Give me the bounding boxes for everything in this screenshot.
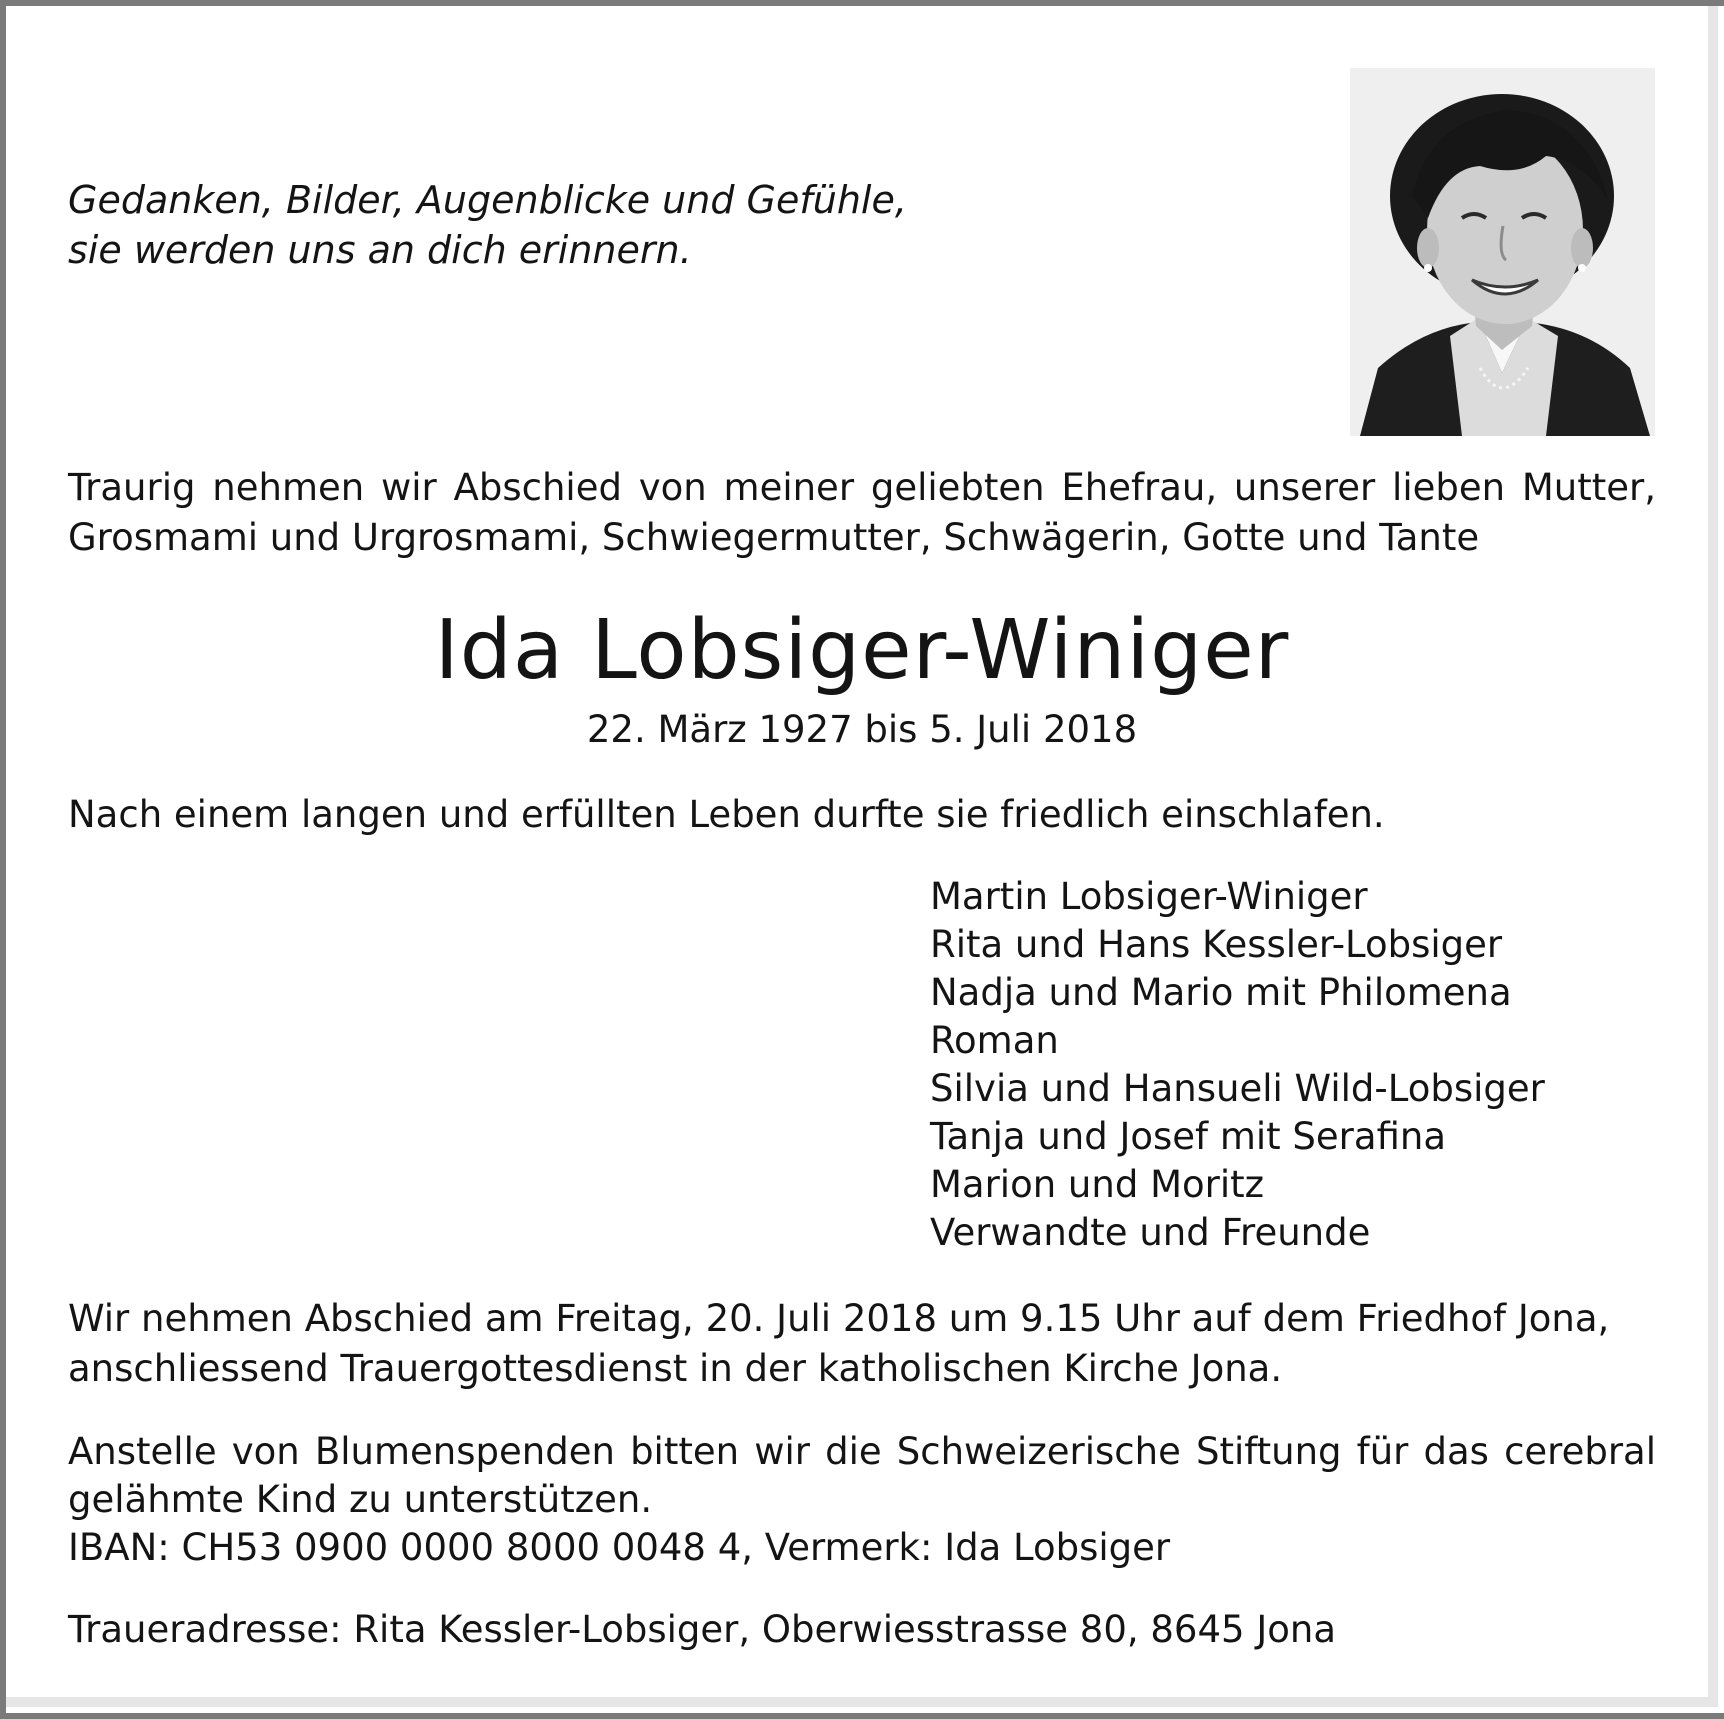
poem-line-2: sie werden uns an dich erinnern. (68, 228, 692, 272)
mourner-entry: Marion und Moritz (930, 1163, 1265, 1206)
deceased-name: Ida Lobsiger-Winiger (434, 603, 1290, 698)
life-dates: 22. März 1927 bis 5. Juli 2018 (586, 708, 1138, 751)
mourner-entry: Martin Lobsiger-Winiger (930, 875, 1368, 918)
memorial-poem (68, 175, 968, 275)
intro-text: Traurig nehmen wir Abschied von meiner geliebten Ehefrau, unserer lieben Mutter, Grosmami und Urgrosmami, Schwiegermutter, Schwägerin, Gotte und Tante (68, 466, 1656, 559)
mourner-entry: Tanja und Josef mit Serafina (930, 1115, 1446, 1158)
mourners-list (930, 873, 1670, 1257)
mourner-entry: Rita und Hans Kessler-Lobsiger (930, 923, 1503, 966)
passing-text: Nach einem langen und erfüllten Leben durfte sie friedlich einschlafen. (68, 793, 1385, 836)
frame-shadow-bottom (6, 1697, 1712, 1707)
portrait-photo (1350, 68, 1655, 436)
mourner-entry: Verwandte und Freunde (930, 1211, 1371, 1254)
mourning-address: Traueradresse: Rita Kessler-Lobsiger, Oberwiesstrasse 80, 8645 Jona (68, 1608, 1336, 1651)
donation-iban: IBAN: CH53 0900 0000 8000 0048 4, Vermerk: Ida Lobsiger (68, 1526, 1171, 1569)
poem-line-1: Gedanken, Bilder, Augenblicke und Gefühle, (68, 178, 907, 222)
mourner-entry: Roman (930, 1019, 1059, 1062)
donation-request: Anstelle von Blumenspenden bitten wir die Schweizerische Stiftung für das cerebral gelähmte Kind zu unterstützen. (68, 1430, 1656, 1521)
donation-info (68, 1428, 1656, 1572)
frame-shadow-right (1708, 6, 1718, 1707)
mourner-entry: Nadja und Mario mit Philomena (930, 971, 1512, 1014)
mourner-entry: Silvia und Hansueli Wild-Lobsiger (930, 1067, 1545, 1110)
ceremony-info: Wir nehmen Abschied am Freitag, 20. Juli 2018 um 9.15 Uhr auf dem Friedhof Jona, anschliessend Trauergottesdienst in der katholischen Kirche Jona. (68, 1297, 1610, 1390)
